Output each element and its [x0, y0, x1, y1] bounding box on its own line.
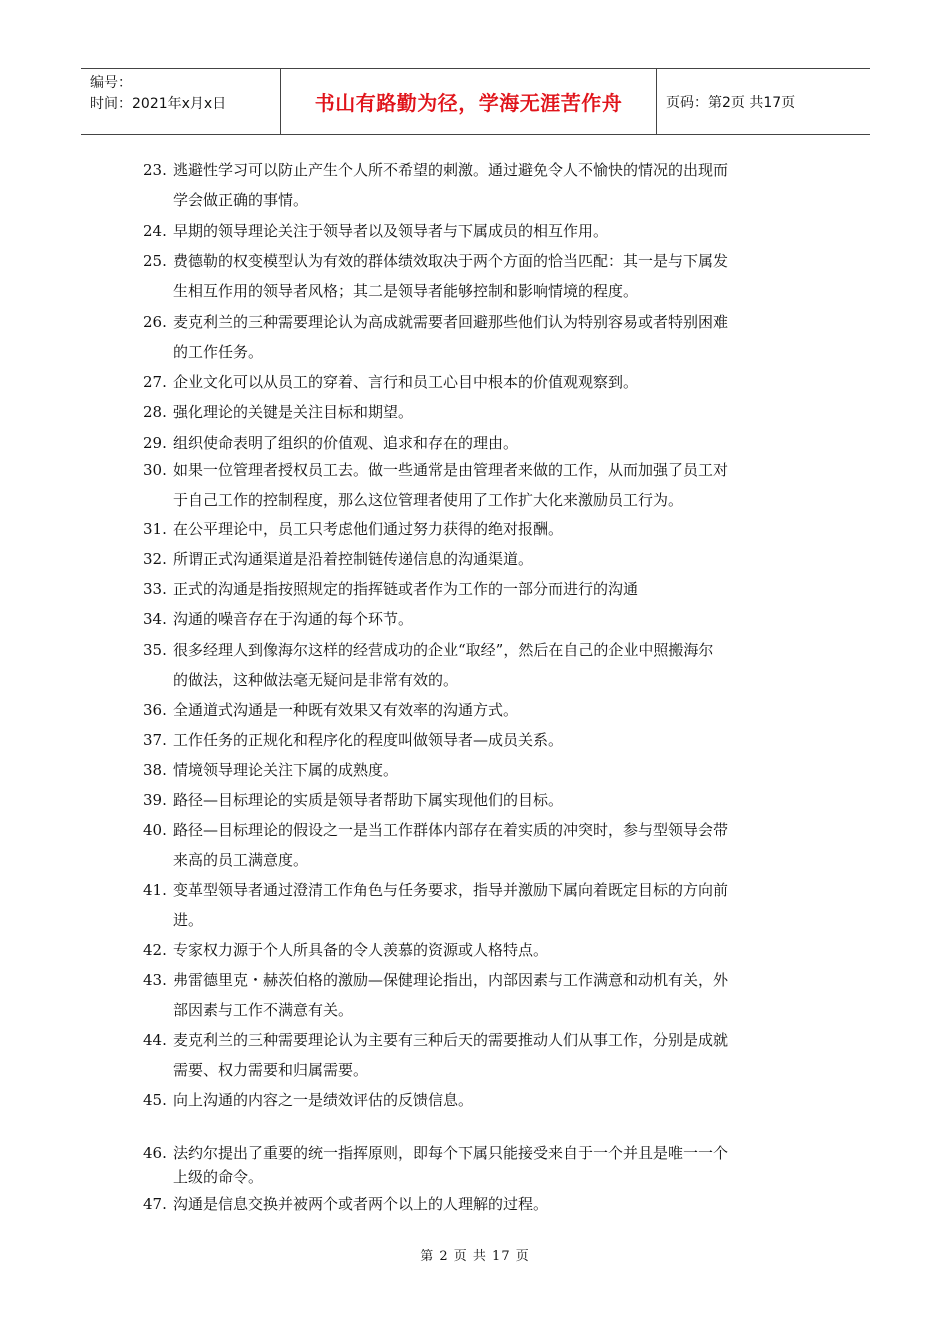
item-text-line: 学会做正确的事情。 — [173, 191, 309, 209]
item-number: 45. — [143, 1091, 167, 1109]
item-number: 36. — [143, 701, 167, 719]
item-number: 47. — [143, 1195, 167, 1213]
item-text-line: 于自己工作的控制程度，那么这位管理者使用了工作扩大化来激励员工行为。 — [173, 491, 684, 509]
list-item — [143, 755, 803, 785]
header-page-cell — [657, 69, 870, 134]
item-text-line: 的做法，这种做法毫无疑问是非常有效的。 — [173, 671, 459, 689]
item-text-line: 需要、权力需要和归属需要。 — [173, 1061, 369, 1079]
item-text-line: 在公平理论中，员工只考虑他们通过努力获得的绝对报酬。 — [173, 520, 564, 538]
item-number: 40. — [143, 821, 167, 839]
item-text-line: 很多经理人到像海尔这样的经营成功的企业“取经”，然后在自己的企业中照搬海尔 — [173, 641, 714, 659]
item-text-line: 向上沟通的内容之一是绩效评估的反馈信息。 — [173, 1091, 474, 1109]
list-item — [143, 1025, 803, 1085]
item-text-line: 上级的命令。 — [173, 1168, 264, 1186]
item-text-line: 沟通是信息交换并被两个或者两个以上的人理解的过程。 — [173, 1195, 549, 1213]
list-item — [143, 246, 803, 306]
list-item — [143, 604, 803, 634]
item-text-line: 法约尔提出了重要的统一指挥原则，即每个下属只能接受来自于一个并且是唯一一个 — [173, 1144, 729, 1162]
item-text-line: 强化理论的关键是关注目标和期望。 — [173, 403, 414, 421]
list-item — [143, 1141, 803, 1189]
motto-text: 书山有路勤为径，学海无涯苦作舟 — [314, 91, 623, 115]
item-number: 32. — [143, 550, 167, 568]
item-text-line: 企业文化可以从员工的穿着、言行和员工心目中根本的价值观观察到。 — [173, 373, 639, 391]
item-number: 27. — [143, 373, 167, 391]
list-item — [143, 544, 803, 574]
item-text-line: 麦克利兰的三种需要理论认为主要有三种后天的需要推动人们从事工作，分别是成就 — [173, 1031, 729, 1049]
item-number: 24. — [143, 222, 167, 240]
list-item — [143, 367, 803, 397]
item-text-line: 路径—目标理论的假设之一是当工作群体内部存在着实质的冲突时，参与型领导会带 — [173, 821, 729, 839]
list-item — [143, 455, 803, 515]
item-number: 30. — [143, 461, 167, 479]
item-text-line: 麦克利兰的三种需要理论认为高成就需要者回避那些他们认为特别容易或者特别困难 — [173, 313, 729, 331]
item-text-line: 情境领导理论关注下属的成熟度。 — [173, 761, 399, 779]
number-label: 编号： — [90, 75, 132, 91]
item-text-line: 全通道式沟通是一种既有效果又有效率的沟通方式。 — [173, 701, 519, 719]
item-number: 38. — [143, 761, 167, 779]
item-text-line: 组织使命表明了组织的价值观、追求和存在的理由。 — [173, 434, 519, 452]
item-text-line: 部因素与工作不满意有关。 — [173, 1001, 354, 1019]
item-number: 43. — [143, 971, 167, 989]
item-text-line: 沟通的噪音存在于沟通的每个环节。 — [173, 610, 414, 628]
item-text-line: 所谓正式沟通渠道是沿着控制链传递信息的沟通渠道。 — [173, 550, 534, 568]
list-item — [143, 428, 803, 458]
header-info-cell — [81, 69, 281, 134]
item-number: 29. — [143, 434, 167, 452]
list-item — [143, 397, 803, 427]
item-text-line: 弗雷德里克・赫茨伯格的激励—保健理论指出，内部因素与工作满意和动机有关，外 — [173, 971, 729, 989]
item-number: 34. — [143, 610, 167, 628]
list-item — [143, 307, 803, 367]
item-text-line: 变革型领导者通过澄清工作角色与任务要求，指导并激励下属向着既定目标的方向前 — [173, 881, 729, 899]
item-number: 35. — [143, 641, 167, 659]
list-item — [143, 574, 803, 604]
list-item — [143, 514, 803, 544]
list-item — [143, 785, 803, 815]
page-footer: 第 2 页 共 17 页 — [420, 1249, 530, 1264]
date-label: 时间：2021年x月x日 — [90, 96, 227, 112]
item-text-line: 进。 — [173, 911, 204, 929]
list-item — [143, 155, 803, 215]
item-number: 44. — [143, 1031, 167, 1049]
item-text-line: 逃避性学习可以防止产生个人所不希望的刺激。通过避免令人不愉快的情况的出现而 — [173, 161, 729, 179]
list-item — [143, 635, 803, 695]
page-header — [81, 68, 870, 135]
item-text-line: 早期的领导理论关注于领导者以及领导者与下属成员的相互作用。 — [173, 222, 609, 240]
item-text-line: 的工作任务。 — [173, 343, 264, 361]
list-item — [143, 216, 803, 246]
list-item — [143, 965, 803, 1025]
list-item — [143, 1189, 803, 1219]
item-text-line: 路径—目标理论的实质是领导者帮助下属实现他们的目标。 — [173, 791, 564, 809]
item-number: 46. — [143, 1144, 167, 1162]
list-item — [143, 1085, 803, 1115]
item-number: 25. — [143, 252, 167, 270]
list-item — [143, 935, 803, 965]
header-motto-cell — [281, 69, 657, 134]
item-text-line: 正式的沟通是指按照规定的指挥链或者作为工作的一部分而进行的沟通 — [173, 580, 639, 598]
list-item — [143, 815, 803, 875]
item-number: 42. — [143, 941, 167, 959]
item-text-line: 来高的员工满意度。 — [173, 851, 309, 869]
list-item — [143, 875, 803, 935]
item-number: 26. — [143, 313, 167, 331]
item-number: 31. — [143, 520, 167, 538]
item-number: 33. — [143, 580, 167, 598]
item-text-line: 费德勒的权变模型认为有效的群体绩效取决于两个方面的恰当匹配：其一是与下属发 — [173, 252, 729, 270]
item-number: 41. — [143, 881, 167, 899]
item-text-line: 生相互作用的领导者风格；其二是领导者能够控制和影响情境的程度。 — [173, 282, 639, 300]
item-text-line: 工作任务的正规化和程序化的程度叫做领导者—成员关系。 — [173, 731, 564, 749]
item-number: 23. — [143, 161, 167, 179]
item-number: 28. — [143, 403, 167, 421]
item-text-line: 如果一位管理者授权员工去。做一些通常是由管理者来做的工作，从而加强了员工对 — [173, 461, 729, 479]
list-item — [143, 695, 803, 725]
item-text-line: 专家权力源于个人所具备的令人羡慕的资源或人格特点。 — [173, 941, 549, 959]
page-number-label: 页码：第2页 共17页 — [666, 94, 796, 111]
list-item — [143, 725, 803, 755]
item-number: 39. — [143, 791, 167, 809]
item-number: 37. — [143, 731, 167, 749]
